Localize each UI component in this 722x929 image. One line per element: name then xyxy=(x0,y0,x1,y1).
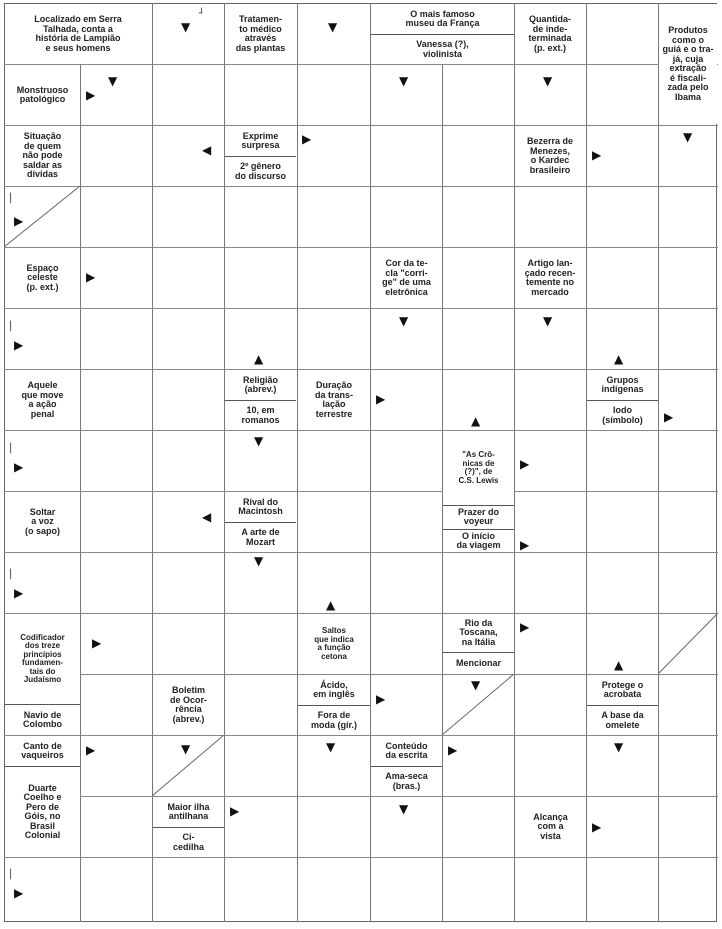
clue-cell: Ama-seca (bras.) xyxy=(371,767,442,796)
grid-row-line xyxy=(4,735,718,736)
clue-cell: 10, em romanos xyxy=(225,401,296,430)
clue-cell: Situação de quem não pode saldar as dívidas xyxy=(5,126,80,186)
arrow-right-icon: ▶ xyxy=(86,743,96,757)
clue-cell: O início da viagem xyxy=(443,530,514,552)
clue-cell: Cor da te- cla "corri- ge" de uma eletrônica xyxy=(371,248,442,308)
arrow-right-icon: ▶ xyxy=(520,620,530,634)
arrow-down-icon: ▼ xyxy=(254,554,264,568)
arrow-corner-icon: │ xyxy=(8,570,14,580)
clue-cell: Monstruoso patológico xyxy=(5,65,80,125)
arrow-right-icon: ▶ xyxy=(592,820,602,834)
clue-cell: Canto de vaqueiros xyxy=(5,736,80,766)
grid-row-line xyxy=(4,125,718,126)
clue-cell: Espaço celeste (p. ext.) xyxy=(5,248,80,308)
arrow-right-icon: ▶ xyxy=(376,692,386,706)
clue-cell: Bezerra de Menezes, o Kardec brasileiro xyxy=(515,126,585,186)
clue-cell: Quantida- de inde- terminada (p. ext.) xyxy=(515,4,585,64)
arrow-right-icon: ▶ xyxy=(230,804,240,818)
clue-cell: 2º gênero do discurso xyxy=(225,157,296,186)
crossword-grid xyxy=(4,3,718,923)
arrow-corner-icon: ┘ xyxy=(199,9,205,19)
grid-row-line xyxy=(4,308,718,309)
grid-col-line xyxy=(586,3,587,922)
arrow-down-icon: ▼ xyxy=(543,74,553,88)
clue-cell: Rio da Toscana, na Itália xyxy=(443,614,514,652)
arrow-right-icon: ▶ xyxy=(92,636,102,650)
clue-cell: Tratamen- to médico através das plantas xyxy=(225,4,296,64)
arrow-down-icon: ▼ xyxy=(254,434,264,448)
grid-row-line xyxy=(4,247,718,248)
grid-col-line xyxy=(80,3,81,922)
arrow-corner-icon: │ xyxy=(8,444,14,454)
arrow-down-icon: ▼ xyxy=(614,740,624,754)
arrow-right-icon: ▶ xyxy=(14,586,24,600)
diagonal-split-cell xyxy=(152,735,224,796)
arrow-right-icon: ▶ xyxy=(86,270,96,284)
clue-cell: Prazer do voyeur xyxy=(443,506,514,528)
clue-cell: Maior ilha antilhana xyxy=(153,797,224,827)
arrow-down-icon: ▼ xyxy=(399,74,409,88)
arrow-up-icon: ▲ xyxy=(254,352,264,366)
clue-cell: O mais famoso museu da França xyxy=(371,4,514,34)
arrow-down-icon: ▼ xyxy=(399,802,409,816)
grid-row-line xyxy=(4,430,718,431)
clue-cell: A base da omelete xyxy=(587,706,658,735)
diagonal-split-cell xyxy=(442,674,514,735)
grid-row-line xyxy=(4,491,718,492)
grid-row-line xyxy=(4,186,718,187)
arrow-right-icon: ▶ xyxy=(520,538,530,552)
clue-cell: Vanessa (?), violinista xyxy=(371,35,514,64)
arrow-right-icon: ▶ xyxy=(14,460,24,474)
arrow-right-icon: ▶ xyxy=(664,410,674,424)
arrow-down-icon: ▼ xyxy=(181,20,191,34)
arrow-right-icon: ▶ xyxy=(14,886,24,900)
clue-cell: Protege o acrobata xyxy=(587,675,658,705)
clue-cell: Boletim de Ocor- rência (abrev.) xyxy=(153,675,224,735)
clue-cell: Aquele que move a ação penal xyxy=(5,370,80,430)
clue-cell: Artigo lan- çado recen- temente no mercado xyxy=(515,248,585,308)
arrow-right-icon: ▶ xyxy=(592,148,602,162)
grid-row-line xyxy=(4,796,718,797)
arrow-right-icon: ▶ xyxy=(86,88,96,102)
arrow-corner-icon: │ xyxy=(8,870,14,880)
clue-cell: Ci- cedilha xyxy=(153,828,224,857)
arrow-left-icon: ◀ xyxy=(202,510,212,524)
clue-cell: Religião (abrev.) xyxy=(225,370,296,400)
arrow-right-icon: ▶ xyxy=(520,457,530,471)
clue-cell: Codificador dos treze princípios fundamen- tais do Judaísmo xyxy=(5,614,80,704)
arrow-down-icon: ▼ xyxy=(328,20,338,34)
clue-cell: "As Crô- nicas de (?)", de C.S. Lewis xyxy=(443,431,514,505)
arrow-down-icon: ▼ xyxy=(108,74,118,88)
arrow-down-icon: ▼ xyxy=(683,130,693,144)
clue-cell: Alcança com a vista xyxy=(515,797,586,857)
arrow-right-icon: ▶ xyxy=(448,743,458,757)
clue-cell: Duração da trans- lação terrestre xyxy=(298,370,370,430)
clue-cell: Saltos que indica a função cetona xyxy=(298,614,370,674)
arrow-down-icon: ▼ xyxy=(543,314,553,328)
arrow-left-icon: ◀ xyxy=(202,143,212,157)
arrow-up-icon: ▲ xyxy=(614,658,624,672)
grid-col-line xyxy=(658,3,659,922)
arrow-right-icon: ▶ xyxy=(376,392,386,406)
clue-cell: Conteúdo da escrita xyxy=(371,736,442,766)
clue-cell: Rival do Macintosh xyxy=(225,492,296,522)
grid-row-line xyxy=(4,552,718,553)
arrow-down-icon: ▼ xyxy=(471,678,481,692)
clue-cell: Fora de moda (gír.) xyxy=(298,706,370,735)
arrow-right-icon: ▶ xyxy=(14,338,24,352)
arrow-up-icon: ▲ xyxy=(326,598,336,612)
clue-cell: Mencionar xyxy=(443,653,514,674)
clue-cell: Localizado em Serra Talhada, conta a história de Lampião e seus homens xyxy=(5,4,151,64)
clue-cell: Navio de Colombo xyxy=(5,705,80,735)
arrow-corner-icon: │ xyxy=(8,322,14,332)
arrow-right-icon: ▶ xyxy=(14,214,24,228)
arrow-down-icon: ▼ xyxy=(326,740,336,754)
arrow-up-icon: ▲ xyxy=(614,352,624,366)
clue-cell: Iodo (símbolo) xyxy=(587,401,658,430)
clue-cell: Exprime surpresa xyxy=(225,126,296,156)
clue-cell: Duarte Coelho e Pero de Góis, no Brasil Colonial xyxy=(5,767,80,857)
clue-cell: Ácido, em inglês xyxy=(298,675,370,705)
arrow-down-icon: ▼ xyxy=(399,314,409,328)
arrow-corner-icon: │ xyxy=(8,194,14,204)
grid-row-line xyxy=(4,64,718,65)
clue-cell: Soltar a voz (o sapo) xyxy=(5,492,80,552)
grid-col-line xyxy=(297,3,298,922)
clue-cell: Produtos como o guiá e o tra- já, cuja extração é fiscali- zada pelo Ibama xyxy=(659,4,717,124)
arrow-up-icon: ▲ xyxy=(471,414,481,428)
clue-cell: Grupos indígenas xyxy=(587,370,658,400)
arrow-right-icon: ▶ xyxy=(302,132,312,146)
clue-cell: A arte de Mozart xyxy=(225,523,296,552)
grid-frame xyxy=(4,3,717,922)
grid-row-line xyxy=(4,857,718,858)
diagonal-split-cell xyxy=(658,613,718,674)
arrow-down-icon: ▼ xyxy=(181,742,191,756)
